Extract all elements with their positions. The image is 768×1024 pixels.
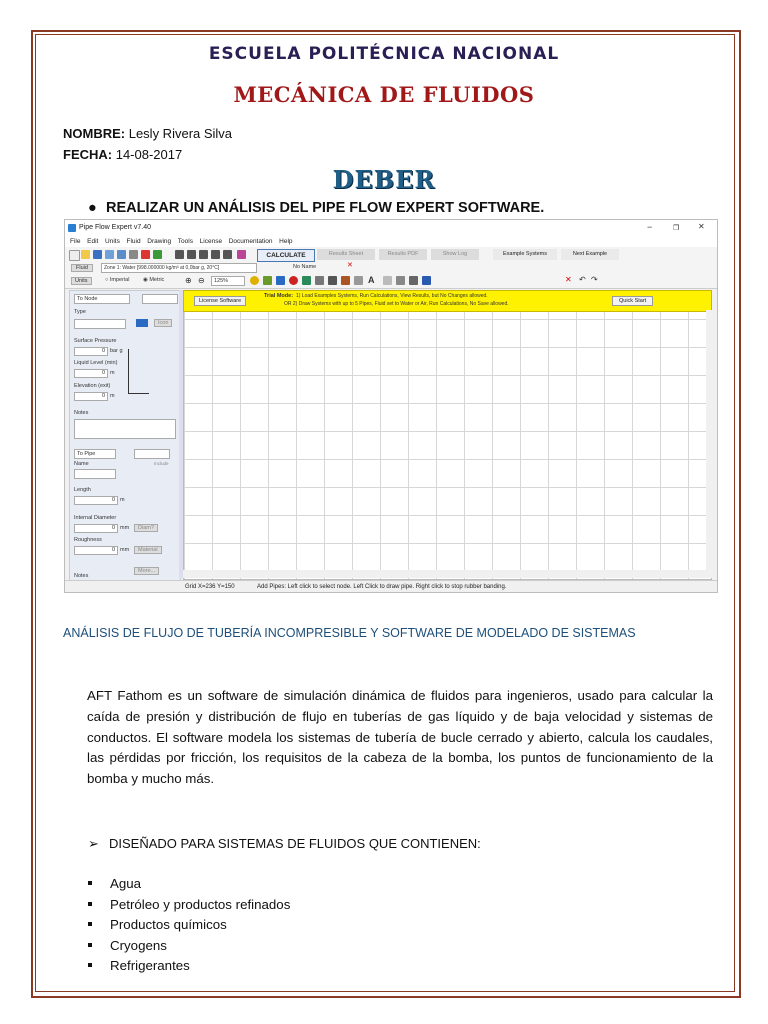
calculate-button[interactable]: CALCULATE <box>257 249 315 262</box>
liquid-level-input[interactable]: 0 <box>74 369 108 378</box>
license-software-button[interactable]: License Software <box>194 296 246 306</box>
school-name: ESCUELA POLITÉCNICA NACIONAL <box>208 44 560 64</box>
menu-tools[interactable]: Tools <box>177 238 193 245</box>
date-field <box>63 147 182 162</box>
description-paragraph: AFT Fathom es un software de simulación dinámica de fluidos para ingenieros, usado para calcular la caída de presión y distribución de flujo en tuberías de gas líquido y de baja velocidad y sistemas de conductos. El software modela los sistemas de tubería de bucle cerrado y abierto, calcula los caudales, las pérdidas por fricción, los requisitos de la cabeza de la bomba, los puntos de funcionamiento de la bomba y mucho más. <box>87 688 713 787</box>
icon-button[interactable]: Icon <box>154 319 172 327</box>
list-item <box>88 917 227 932</box>
app-icon <box>68 224 76 232</box>
square-bullet-icon <box>88 963 92 967</box>
material-button[interactable]: Material <box>134 546 162 554</box>
redo-icon[interactable]: ↷ <box>591 275 598 284</box>
list-item-text: Cryogens <box>110 938 167 953</box>
properties-panel <box>69 290 181 582</box>
fluid-select[interactable]: Zone 1: Water [998.000000 kg/m³ at 0,0bar g, 20°C] <box>101 263 257 273</box>
zoom-in-icon[interactable]: ⊕ <box>185 276 192 285</box>
report-1-icon[interactable] <box>175 250 184 259</box>
find-icon[interactable] <box>422 276 431 285</box>
trial-mode-banner <box>183 290 712 312</box>
include-label: Include <box>154 461 169 466</box>
zoom-out-icon[interactable]: ⊖ <box>198 276 205 285</box>
quick-start-button[interactable]: Quick Start <box>612 296 653 306</box>
type-select[interactable] <box>74 319 126 329</box>
fitting-tool-icon[interactable] <box>315 276 324 285</box>
pipe-notes-label: Notes <box>74 573 89 579</box>
paste-icon[interactable] <box>409 276 418 285</box>
pump-tool-icon[interactable] <box>289 276 298 285</box>
pipe-flow-screenshot <box>64 219 718 593</box>
surface-pressure-label: Surface Pressure <box>74 338 117 344</box>
imperial-radio[interactable]: ○ Imperial <box>105 277 130 283</box>
pipe-name-input[interactable] <box>74 469 116 479</box>
course-title: MECÁNICA DE FLUIDOS <box>233 82 535 107</box>
node-name-input[interactable] <box>142 294 178 304</box>
roughness-input[interactable]: 0 <box>74 546 118 555</box>
diam-button[interactable]: Diam? <box>134 524 158 532</box>
menu-drawing[interactable]: Drawing <box>147 238 172 245</box>
new-file-icon[interactable] <box>69 250 80 261</box>
settings-icon[interactable] <box>354 276 363 285</box>
results-pdf-button[interactable]: Results PDF <box>379 249 427 260</box>
next-example-button[interactable]: Next Example <box>561 249 619 260</box>
vertical-scrollbar[interactable] <box>706 310 716 578</box>
pipe-style-select[interactable] <box>134 449 170 459</box>
list-item <box>88 938 167 953</box>
date-label: FECHA: <box>63 147 113 162</box>
feature-heading-text: DISEÑADO PARA SISTEMAS DE FLUIDOS QUE CONTIENEN: <box>109 836 481 851</box>
trial-mode-line1: 1) Load Examples Systems, Run Calculations, View Results, but No Changes allowed. <box>296 293 488 299</box>
length-label: Length <box>74 487 91 493</box>
tank-diagram-icon <box>128 349 149 394</box>
drawing-canvas[interactable] <box>183 290 712 580</box>
type-label: Type <box>74 309 86 315</box>
menu-units[interactable]: Units <box>105 238 120 245</box>
window-titlebar <box>65 220 717 236</box>
trial-mode-line2: OR 2) Draw Systems with up to 5 Pipes, Fluid set to Water or Air, Run Calculations, No Save allowed. <box>284 301 509 307</box>
example-systems-button[interactable]: Example Systems <box>493 249 557 260</box>
square-bullet-icon <box>88 881 92 885</box>
status-message: Add Pipes: Left click to select node. Left Click to draw pipe. Right click to stop rubber banding. <box>257 584 507 590</box>
drawing-name: No Name <box>293 264 317 270</box>
drawing-toolbar <box>65 274 717 289</box>
feature-heading <box>88 836 481 852</box>
save-as-icon[interactable] <box>105 250 114 259</box>
roughness-unit: mm <box>120 547 130 553</box>
list-item <box>88 897 290 912</box>
print-icon[interactable] <box>117 250 126 259</box>
list-item <box>88 958 190 973</box>
close-tab-icon[interactable]: ✕ <box>347 262 353 269</box>
length-unit: m <box>120 497 125 503</box>
arrow-bullet-icon: ➢ <box>88 836 99 851</box>
name-label: NOMBRE: <box>63 126 126 141</box>
report-4-icon[interactable] <box>211 250 220 259</box>
square-bullet-icon <box>88 943 92 947</box>
bullet-icon: ● <box>88 200 97 216</box>
diameter-unit: mm <box>120 525 130 531</box>
metric-radio[interactable]: ◉ Metric <box>143 277 165 283</box>
metric-label: Metric <box>149 277 165 283</box>
list-item <box>88 876 141 891</box>
list-item-text: Petróleo y productos refinados <box>110 897 291 912</box>
undo-icon[interactable]: ↶ <box>579 275 586 284</box>
pipe-name-label: Name <box>74 461 89 467</box>
more-button[interactable]: More... <box>134 567 159 575</box>
close-icon[interactable]: ✕ <box>698 222 705 231</box>
elevation-unit: m <box>110 393 115 399</box>
to-node-select[interactable]: To Node <box>74 294 130 304</box>
text-tool-icon[interactable]: A <box>368 275 375 285</box>
internal-diameter-label: Internal Diameter <box>74 515 117 521</box>
fluid-toolbar <box>65 262 717 274</box>
diameter-input[interactable]: 0 <box>74 524 118 533</box>
maximize-icon[interactable]: ❐ <box>673 225 680 232</box>
square-bullet-icon <box>88 902 92 906</box>
minimize-icon[interactable]: − <box>647 222 653 232</box>
name-field <box>63 126 232 141</box>
surface-pressure-unit: bar g <box>110 348 123 354</box>
section-title: ANÁLISIS DE FLUJO DE TUBERÍA INCOMPRESIBLE Y SOFTWARE DE MODELADO DE SISTEMAS <box>63 626 636 640</box>
menu-fluid[interactable]: Fluid <box>126 238 141 245</box>
grid-coordinates: Grid X=236 Y=150 <box>185 584 235 590</box>
menu-documentation[interactable]: Documentation <box>228 238 273 245</box>
component-tool-icon[interactable] <box>328 276 337 285</box>
menu-file[interactable]: File <box>70 238 81 245</box>
menu-license[interactable]: License <box>199 238 223 245</box>
square-bullet-icon <box>88 922 92 926</box>
report-2-icon[interactable] <box>187 250 196 259</box>
window-title: Pipe Flow Expert v7.40 <box>79 224 151 231</box>
liquid-level-unit: m <box>110 370 115 376</box>
export-icon[interactable] <box>129 250 138 259</box>
flow-control-icon[interactable] <box>341 276 350 285</box>
menu-help[interactable]: Help <box>279 238 293 245</box>
surface-pressure-input[interactable]: 0 <box>74 347 108 356</box>
elevation-input[interactable]: 0 <box>74 392 108 401</box>
select-icon[interactable] <box>383 276 392 285</box>
menu-edit[interactable]: Edit <box>87 238 99 245</box>
save-icon[interactable] <box>93 250 102 259</box>
list-item-text: Agua <box>110 876 142 891</box>
node-tool-icon[interactable] <box>250 276 259 285</box>
length-input[interactable]: 0 <box>74 496 118 505</box>
task-item <box>88 200 544 216</box>
pipe-tool-icon[interactable] <box>263 276 272 285</box>
open-folder-icon[interactable] <box>81 250 90 259</box>
show-log-button[interactable]: Show Log <box>431 249 479 260</box>
imperial-label: Imperial <box>109 277 130 283</box>
pdf-icon[interactable] <box>141 250 150 259</box>
delete-icon[interactable]: ✕ <box>565 275 572 284</box>
menu-bar <box>65 236 717 247</box>
results-sheet-button[interactable]: Results Sheet <box>317 249 375 260</box>
units-button[interactable]: Units <box>71 277 92 285</box>
node-notes-input[interactable] <box>74 419 176 439</box>
liquid-level-label: Liquid Level (min) <box>74 360 118 366</box>
tank-tool-icon[interactable] <box>276 276 285 285</box>
report-3-icon[interactable] <box>199 250 208 259</box>
valve-tool-icon[interactable] <box>302 276 311 285</box>
elevation-label: Elevation (exit) <box>74 383 111 389</box>
horizontal-scrollbar[interactable] <box>183 570 710 578</box>
zoom-select[interactable]: 125% <box>211 276 245 286</box>
report-5-icon[interactable] <box>223 250 232 259</box>
tank-icon <box>136 319 148 327</box>
trial-mode-title: Trial Mode: <box>264 293 294 299</box>
assignment-title: DEBER <box>332 165 436 194</box>
date-value: 14-08-2017 <box>112 147 183 162</box>
status-bar <box>65 580 717 593</box>
list-item-text: Productos químicos <box>110 917 227 932</box>
notes-label: Notes <box>74 410 89 416</box>
to-pipe-select[interactable]: To Pipe <box>74 449 116 459</box>
name-value: Lesly Rivera Silva <box>125 126 233 141</box>
roughness-label: Roughness <box>74 537 102 543</box>
fluid-button[interactable]: Fluid <box>71 264 93 272</box>
grid-icon[interactable] <box>237 250 246 259</box>
task-text: REALIZAR UN ANÁLISIS DEL PIPE FLOW EXPERT SOFTWARE. <box>106 200 545 216</box>
excel-icon[interactable] <box>153 250 162 259</box>
copy-icon[interactable] <box>396 276 405 285</box>
list-item-text: Refrigerantes <box>110 958 190 973</box>
